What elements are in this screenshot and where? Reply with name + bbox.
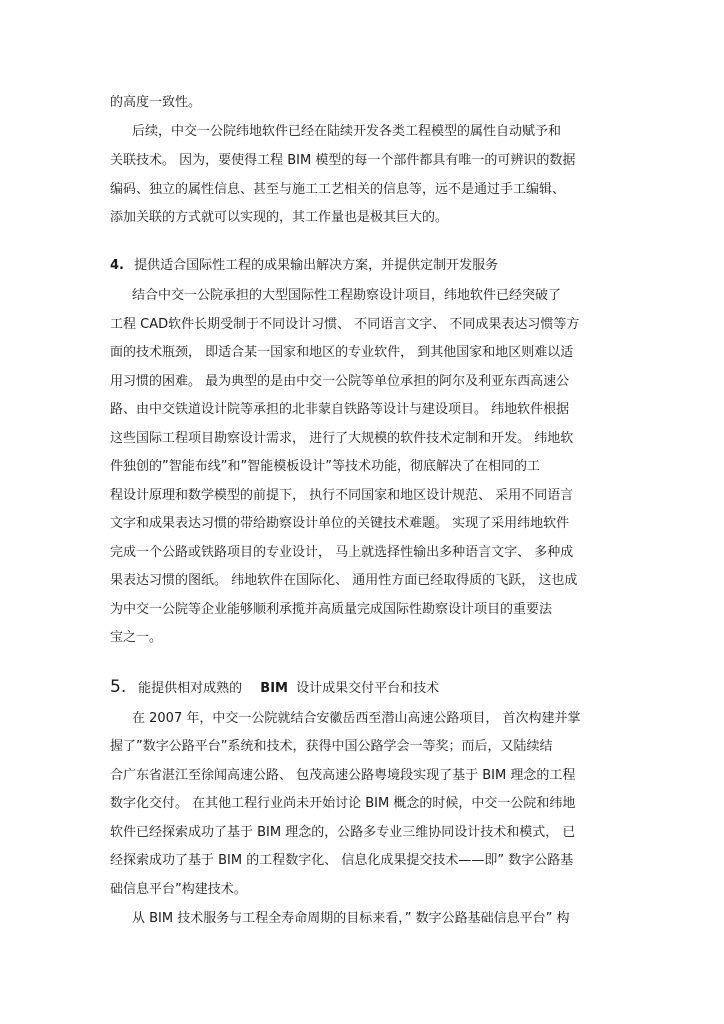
paragraph-line: 文字和成果表达习惯的带给勘察设计单位的关键技术难题。 实现了采用纬地软件	[110, 516, 570, 531]
paragraph-line: 这些国际工程项目勘察设计需求， 进行了大规模的软件技术定制和开发。 纬地软	[110, 431, 574, 446]
paragraph-line: 握了”数字公路平台”系统和技术，获得中国公路学会一等奖；而后，又陆续结	[110, 739, 553, 754]
section-title-bim: BIM	[260, 681, 288, 696]
paragraph-line: 为中交一公院等企业能够顺利承揽并高质量完成国际性勘察设计项目的重要法	[110, 602, 553, 617]
paragraph-line: 在 2007 年，中交一公院就结合安徽岳西至潜山高速公路项目， 首次构建并掌	[132, 711, 581, 726]
paragraph-line: 果表达习惯的图纸。 纬地软件在国际化、 通用性方面已经取得质的飞跃， 这也成	[110, 573, 578, 588]
paragraph-line: 路、由中交铁道设计院等承担的北非蒙自铁路等设计与建设项目。 纬地软件根据	[110, 402, 570, 417]
paragraph-line: 编码、独立的属性信息、甚至与施工工艺相关的信息等，远不是通过手工编辑、	[110, 182, 566, 197]
section-number: 4.	[110, 258, 124, 273]
section-number: 5.	[110, 677, 127, 697]
section-heading-4	[110, 257, 498, 275]
paragraph-line: 面的技术瓶颈， 即适合某一国家和地区的专业软件， 到其他国家和地区则难以适	[110, 345, 574, 360]
paragraph-line: 合广东省湛江至徐闻高速公路、 包茂高速公路粤境段实现了基于 BIM 理念的工程	[110, 768, 576, 783]
paragraph-line: 数字化交付。 在其他工程行业尚未开始讨论 BIM 概念的时候，中交一公院和纬地	[110, 796, 576, 811]
paragraph-line: 用习惯的困难。 最为典型的是由中交一公院等单位承担的阿尔及利亚东西高速公	[110, 374, 570, 389]
paragraph-line: 后续，中交一公院纬地软件已经在陆续开发各类工程模型的属性自动赋予和	[132, 124, 562, 139]
paragraph-line: 础信息平台”构建技术。	[110, 882, 247, 897]
paragraph-line: 经探索成功了基于 BIM 的工程数字化、 信息化成果提交技术——即” 数字公路基	[110, 853, 574, 868]
section-title: 提供适合国际性工程的成果输出解决方案，并提供定制开发服务	[134, 258, 499, 273]
paragraph-line: 宝之一。	[110, 630, 163, 645]
paragraph-line: 关联技术。 因为，要使得工程 BIM 模型的每一个部件都具有唯一的可辨识的数据	[110, 153, 576, 168]
section-title-part: 设计成果交付平台和技术	[296, 681, 440, 696]
paragraph-line: 程设计原理和数学模型的前提下， 执行不同国家和地区设计规范、 采用不同语言	[110, 488, 574, 503]
paragraph-line: 件独创的”智能布线”和”智能模板设计”等技术功能，彻底解决了在相同的工	[110, 459, 540, 474]
section-heading-5	[110, 678, 439, 698]
paragraph-line: 从 BIM 技术服务与工程全寿命周期的目标来看，” 数字公路基础信息平台” 构	[132, 911, 570, 926]
paragraph-line: 完成一个公路或铁路项目的专业设计， 马上就选择性输出多种语言文字、 多种成	[110, 545, 574, 560]
paragraph-line: 工程 CAD软件长期受制于不同设计习惯、 不同语言文字、 不同成果表达习惯等方	[110, 317, 580, 332]
paragraph-line: 结合中交一公院承担的大型国际性工程勘察设计项目，纬地软件已经突破了	[132, 288, 562, 303]
paragraph-line: 软件已经探索成功了基于 BIM 理念的，公路多专业三维协同设计技术和模式， 已	[110, 825, 576, 840]
section-title-part: 能提供相对成熟的	[138, 681, 243, 696]
paragraph-line: 的高度一致性。	[110, 95, 202, 110]
paragraph-line: 添加关联的方式就可以实现的，其工作量也是极其巨大的。	[110, 210, 449, 225]
